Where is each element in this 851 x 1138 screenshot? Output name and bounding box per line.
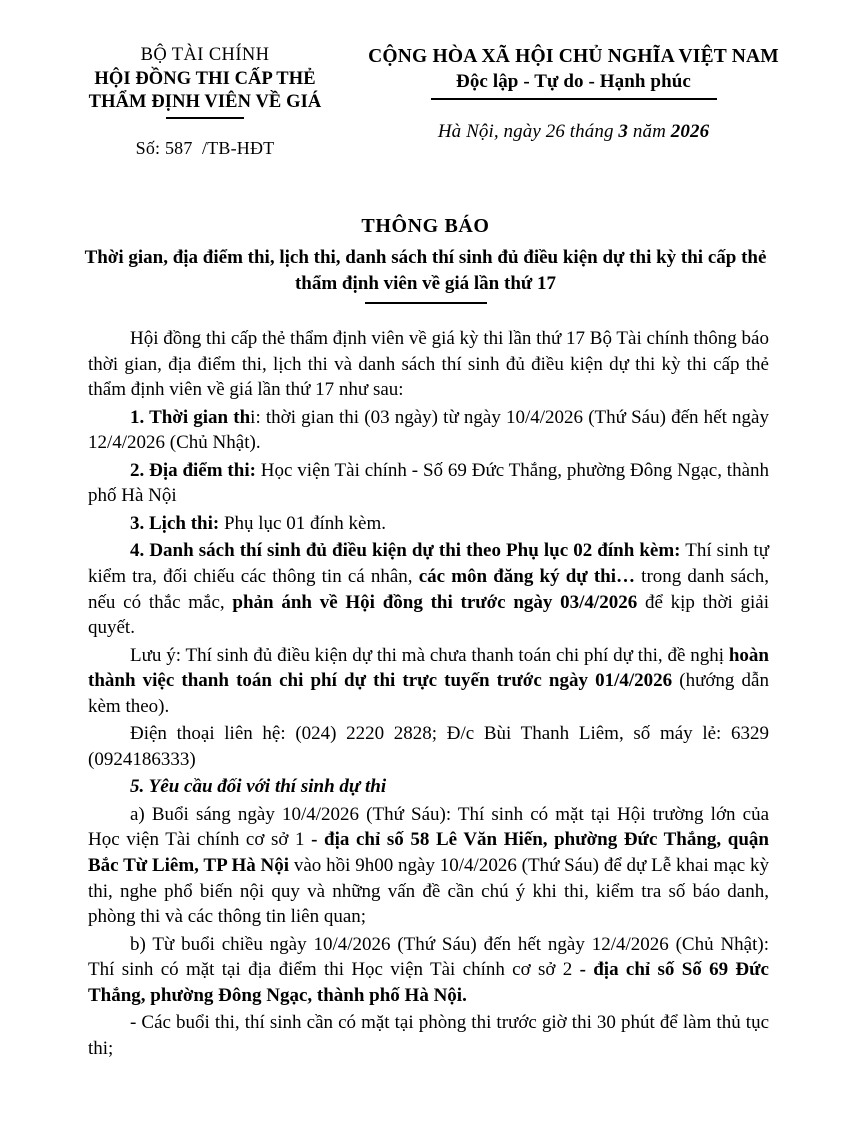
council-name-line1: HỘI ĐỒNG THI CẤP THẺ <box>94 68 316 89</box>
document-number <box>60 138 350 159</box>
note-bold-payment-deadline: hoàn thành việc thanh toán chi phí dự thi trực tuyến trước ngày 01/4/2026 <box>88 644 769 692</box>
item-4-text-c: trong danh sách, nếu có thắc mắc, <box>88 565 769 613</box>
note-text-c: (hướng dẫn kèm theo). <box>88 670 769 717</box>
item-5b-bold-address: - địa chỉ số Số 69 Đức Thắng, phường Đông Ngạc, thành phố Hà Nội. <box>88 959 769 1006</box>
item-2-label-tail: i: <box>244 459 256 481</box>
document-number-suffix: /TB-HĐT <box>201 137 275 158</box>
ministry-name: BỘ TÀI CHÍNH <box>140 45 270 65</box>
document-subject-title: Thời gian, địa điểm thi, lịch thi, danh sách thí sinh đủ điều kiện dự thi kỳ thi cấp thẻ thẩm định viên về giá lần thứ 17 <box>84 246 767 294</box>
item-2-label: 2. Địa điểm th <box>130 459 245 481</box>
item-5-heading: 5. Yêu cầu đối với thí sinh dự thi <box>130 776 387 798</box>
issue-date <box>356 121 791 143</box>
item-4-text-a: Thí sinh tự kiểm tra, đối chiếu các thông tin cá nhân, <box>88 540 769 587</box>
paragraph-item-5c: - Các buổi thi, thí sinh cần có mặt tại phòng thi trước giờ thi 30 phút để làm thủ tục thi; <box>88 1012 769 1059</box>
national-motto: Độc lập - Tự do - Hạnh phúc <box>456 71 691 93</box>
issue-date-mid: năm <box>628 120 671 142</box>
country-name: CỘNG HÒA XÃ HỘI CHỦ NGHĨA VIỆT NAM <box>368 46 779 67</box>
issue-date-year: 2026 <box>670 120 710 142</box>
item-4-label: 4. Danh sách thí sinh đủ điều kiện dự thi theo Phụ lục 02 đính kèm: <box>130 540 681 562</box>
issue-date-place: Hà Nội, ngày 26 tháng <box>437 120 619 142</box>
paragraph-item-2 <box>88 458 769 509</box>
item-1-label-tail: i <box>250 406 256 428</box>
paragraph-intro: Hội đồng thi cấp thẻ thẩm định viên về giá kỳ thi lần thứ 17 Bộ Tài chính thông báo thời gian, địa điểm thi, lịch thi và danh sách thí sinh đủ điều kiện dự thi kỳ thi cấp thẻ thẩm định viên về giá lần thứ 17 như sau: <box>88 328 769 401</box>
note-text-a: Lưu ý: Thí sinh đủ điều kiện dự thi mà chưa thanh toán chi phí dự thi, đề nghị <box>130 644 729 666</box>
item-5a-text-c: vào hồi 9h00 ngày 10/4/2026 (Thứ Sáu) để dự Lễ khai mạc kỳ thi, nghe phổ biến nội quy và những vấn đề cần chú ý khi thi, kiểm tra số báo danh, phòng thi và các thông tin liên quan; <box>88 854 770 928</box>
item-1-text: : thời gian thi (03 ngày) từ ngày 10/4/2026 (Thứ Sáu) đến hết ngày 12/4/2026 (Chủ Nhật). <box>88 406 769 454</box>
motto-divider <box>431 98 717 100</box>
item-4-text-e: để kịp thời giải quyết. <box>88 591 770 639</box>
issue-date-month: 3 <box>618 120 629 142</box>
item-5a-text-a: a) Buổi sáng ngày 10/4/2026 (Thứ Sáu): Thí sinh có mặt tại Hội trường lớn của Học viện Tài chính cơ sở 1 <box>88 803 769 851</box>
paragraph-item-5b <box>88 932 769 1009</box>
document-title-block <box>0 215 851 304</box>
paragraph-note <box>88 643 769 720</box>
item-1-label: 1. Thời gian th <box>130 406 251 428</box>
document-type-title: THÔNG BÁO <box>361 214 490 237</box>
item-3-label: 3. Lịch thi: <box>130 512 220 534</box>
council-name-line2: THẨM ĐỊNH VIÊN VỀ GIÁ <box>88 92 322 113</box>
paragraph-item-3 <box>88 511 769 537</box>
document-number-label: Số: <box>135 137 161 158</box>
item-5a-bold-address: - địa chỉ số 58 Lê Văn Hiến, phường Đức Thắng, quận Bắc Từ Liêm, TP Hà Nội <box>88 829 769 876</box>
item-2-text: Học viện Tài chính - Số 69 Đức Thắng, phường Đông Ngạc, thành phố Hà Nội <box>88 459 770 507</box>
paragraph-item-5a <box>88 802 769 930</box>
paragraph-contact: Điện thoại liên hệ: (024) 2220 2828; Đ/c Bùi Thanh Liêm, số máy lẻ: 6329 (0924186333) <box>88 723 769 770</box>
authority-divider <box>166 117 244 119</box>
item-3-text: Phụ lục 01 đính kèm. <box>219 512 386 534</box>
document-header <box>0 0 851 159</box>
paragraph-item-4 <box>88 538 769 640</box>
item-4-bold-deadline: phản ánh về Hội đồng thi trước ngày 03/4/2026 <box>232 591 638 613</box>
document-number-value: 587 <box>164 137 193 158</box>
item-4-bold-subjects: các môn đăng ký dự thi… <box>418 565 636 587</box>
item-5b-text-a: b) Từ buổi chiều ngày 10/4/2026 (Thứ Sáu) đến hết ngày 12/4/2026 (Chủ Nhật): Thí sinh có mặt tại địa điểm thi Học viện Tài chính cơ sở 2 <box>88 933 769 981</box>
paragraph-item-1 <box>88 405 769 456</box>
document-body <box>0 326 851 1061</box>
national-heading-block <box>350 44 791 143</box>
issuing-authority-block <box>60 44 350 159</box>
title-divider <box>365 302 487 304</box>
